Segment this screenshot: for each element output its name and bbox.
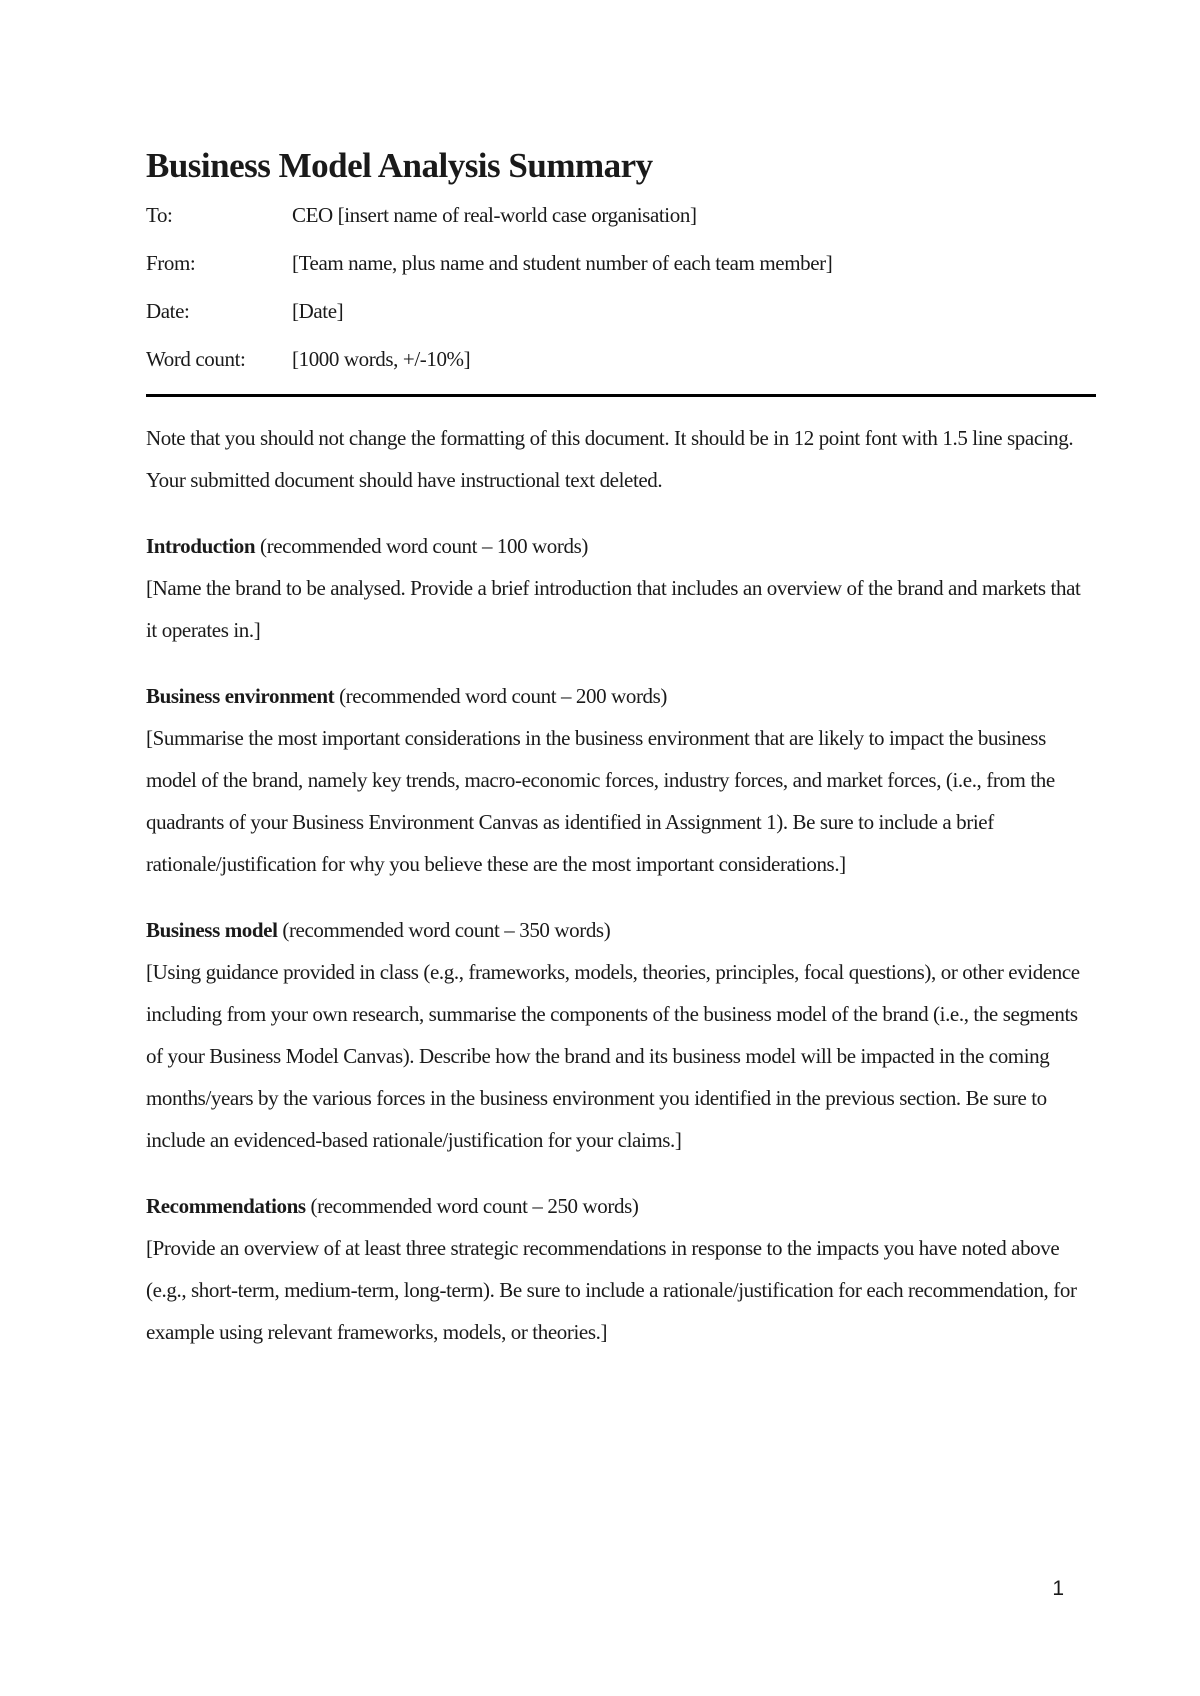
section-heading-recommendations xyxy=(146,1185,1096,1227)
document-title: Business Model Analysis Summary xyxy=(146,146,653,185)
section-body-business-model: [Using guidance provided in class (e.g., frameworks, models, theories, principles, focal questions), or other evidence including from your own research, summarise the components of the business model of the brand (i.e., the segments of your Business Model Canvas). Describe how the brand and its business model will be impacted in the coming months/years by the various forces in the business environment you identified in the previous section. Be sure to include an evidenced-based rationale/justification for your claims.] xyxy=(146,960,1080,1152)
section-heading-business-model xyxy=(146,909,1096,951)
section-word-count-business-environment: (recommended word count – 200 words) xyxy=(334,684,668,708)
meta-row-from xyxy=(146,248,1096,278)
meta-row-to xyxy=(146,200,1096,230)
document-content xyxy=(146,146,1096,1353)
meta-label-word-count: Word count: xyxy=(146,347,246,371)
meta-value-word-count: [1000 words, +/-10%] xyxy=(292,347,471,371)
meta-value-date: [Date] xyxy=(292,299,344,323)
section-title-business-model: Business model xyxy=(146,918,278,942)
meta-label-to: To: xyxy=(146,203,173,227)
section-title-business-environment: Business environment xyxy=(146,684,335,708)
section-business-environment xyxy=(146,675,1096,885)
page-number: 1 xyxy=(1052,1577,1064,1600)
section-word-count-introduction: (recommended word count – 100 words) xyxy=(255,534,588,558)
section-body-introduction: [Name the brand to be analysed. Provide a brief introduction that includes an overview of the brand and markets that it operates in.] xyxy=(146,576,1081,642)
section-body-recommendations: [Provide an overview of at least three strategic recommendations in response to the impacts you have noted above (e.g., short-term, medium-term, long-term). Be sure to include a rationale/justification for each recommendation, for example using relevant frameworks, models, or theories.] xyxy=(146,1236,1077,1344)
section-body-business-environment: [Summarise the most important considerations in the business environment that are likely to impact the business model of the brand, namely key trends, macro-economic forces, industry forces, and market forces, (i.e., from the quadrants of your Business Environment Canvas as identified in Assignment 1). Be sure to include a brief rationale/justification for why you believe these are the most important considerations.] xyxy=(146,726,1055,876)
meta-value-to: CEO [insert name of real-world case organisation] xyxy=(292,203,697,227)
meta-label-from: From: xyxy=(146,251,196,275)
section-word-count-recommendations: (recommended word count – 250 words) xyxy=(305,1194,639,1218)
meta-row-date xyxy=(146,296,1096,326)
header-divider xyxy=(146,394,1096,397)
section-introduction xyxy=(146,525,1096,651)
meta-row-word-count xyxy=(146,344,1096,374)
section-business-model xyxy=(146,909,1096,1161)
section-heading-business-environment xyxy=(146,675,1096,717)
section-word-count-business-model: (recommended word count – 350 words) xyxy=(277,918,611,942)
meta-label-date: Date: xyxy=(146,299,190,323)
meta-value-from: [Team name, plus name and student number of each team member] xyxy=(292,251,833,275)
section-title-introduction: Introduction xyxy=(146,534,256,558)
formatting-note: Note that you should not change the formatting of this document. It should be in 12 point font with 1.5 line spacing. Your submitted document should have instructional text deleted. xyxy=(146,426,1074,492)
section-heading-introduction xyxy=(146,525,1096,567)
section-title-recommendations: Recommendations xyxy=(146,1194,306,1218)
section-recommendations xyxy=(146,1185,1096,1353)
